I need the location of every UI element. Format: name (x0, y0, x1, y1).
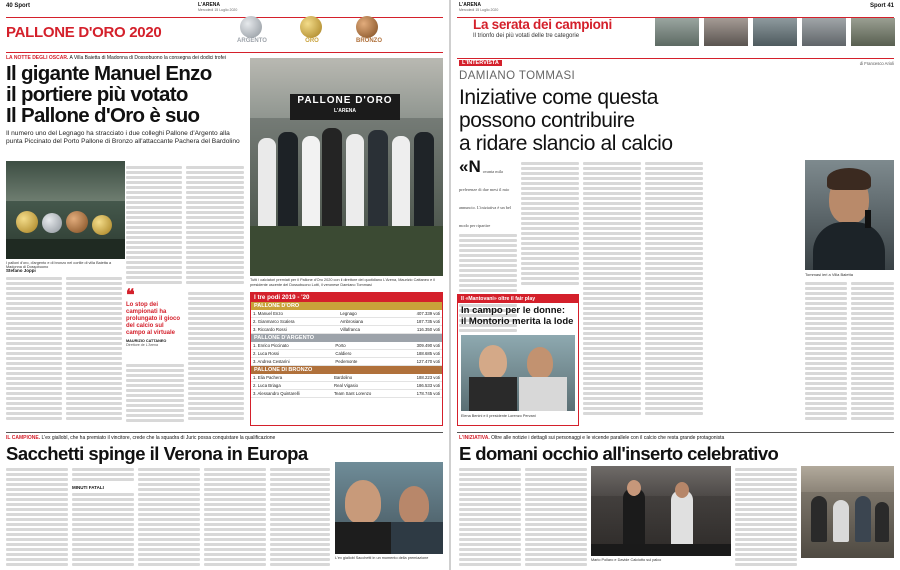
vote-count: 188.223 voti (398, 374, 442, 382)
table-row (251, 310, 442, 318)
person-figure (335, 522, 395, 554)
person-figure (258, 138, 276, 228)
person-hair (827, 168, 871, 190)
interviewee-name: DAMIANO TOMMASI (459, 70, 576, 82)
headline-line-3: Il Pallone d'Oro è suo (6, 104, 200, 127)
podium-gold (251, 302, 442, 334)
player-name: 3. Alessandro Quintarelli (251, 390, 332, 398)
vote-count: 127.470 voti (386, 358, 442, 366)
person-figure (414, 132, 434, 228)
headline-line-1: Iniziative come questa (459, 86, 658, 109)
headline-line-1: In campo per le donne: (461, 305, 565, 316)
person-face (345, 480, 381, 524)
table-row (251, 374, 442, 382)
article-column-6 (188, 290, 244, 426)
winner-thumbnail (753, 18, 797, 46)
kicker (6, 55, 226, 61)
gold-ball-icon (300, 16, 322, 38)
person-figure (813, 222, 885, 270)
bronze-ball-icon (356, 16, 378, 38)
section-title: PALLONE D'ORO 2020 (6, 24, 162, 41)
player-name: 2. Luca Rossi (251, 350, 333, 358)
bottom-column-1 (6, 466, 68, 566)
person-figure (519, 377, 567, 411)
podium-table (250, 292, 443, 426)
backdrop-banner (290, 94, 400, 120)
table-row (251, 318, 442, 326)
person-figure (322, 128, 342, 228)
bottom-column-3 (138, 466, 200, 566)
gold-ball-icon (16, 211, 38, 233)
backdrop-sub: L'ARENA (333, 108, 357, 114)
bottom-kicker-label: IL CAMPIONE. (6, 435, 41, 441)
person-face (527, 347, 553, 379)
vote-count: 187.735 voti (390, 318, 442, 326)
winner-thumbnail (655, 18, 699, 46)
sacchetti-photo-caption: L'ex giallobl Sacchetti in un momento della premiazione (335, 556, 429, 560)
person-face (399, 486, 429, 524)
balls-photo-caption: I palloni d'oro, d'argento e di bronzo nel cortile di villa Baietta a Madonna di Dossobuono (6, 261, 112, 269)
right-bottom-column-2 (525, 466, 587, 566)
person-figure (875, 502, 889, 542)
person-figure (811, 496, 827, 542)
interview-column-2 (521, 160, 579, 290)
person-figure (391, 522, 443, 554)
article-column-1 (6, 275, 62, 425)
right-paper-name: L'ARENA (459, 2, 482, 8)
person-figure (278, 132, 298, 228)
player-name: 2. Gianmarco Scalera (251, 318, 338, 326)
quote-author: MAURIZIO CATTANEO (126, 339, 167, 343)
gold-ball-icon (92, 215, 112, 235)
left-paper-name: L'ARENA (198, 2, 221, 8)
right-bottom-headline: E domani occhio all'inserto celebrativo (459, 443, 779, 464)
winner-thumbnail (851, 18, 895, 46)
vote-count: 116.350 voti (390, 326, 442, 334)
player-name: 1. Enrico Piccinato (251, 342, 333, 350)
right-bottom-column-1 (459, 466, 521, 566)
group-photo (250, 58, 443, 276)
interview-column-3 (583, 160, 641, 426)
left-folio: 40 Sport (6, 3, 31, 9)
podium-title: PALLONE D'ORO (251, 302, 442, 310)
interview-column-6 (851, 280, 894, 426)
interview-author: di Francesco Arioli (859, 61, 894, 66)
table-row (251, 382, 442, 390)
standfirst: Il numero uno del Legnago ha stracciato i due colleghi Pallone d'Argento alla punta Piccinato del Porto Pallone di Bronzo all'attaccante Pachera del Bardolino (6, 130, 240, 145)
podium-silver (251, 334, 442, 366)
vote-count: 309.490 voti (386, 342, 442, 350)
bottom-kicker-text: L'ex giallobl, che ha premiato il vincitore, crede che la squadra di Juric possa conquistare la qualificazione (41, 435, 276, 441)
silver-ball-icon (240, 16, 262, 38)
medal-label-bronze: BRONZO (356, 38, 382, 44)
person-face (627, 480, 641, 496)
quote-text: Lo stop dei campionati ha prolungato il gioco del calcio sul campo al virtuale (126, 302, 180, 336)
headline-line-2: il Montorio merita la lode (461, 315, 574, 327)
stage-photo-caption: Mario Pollaro e Davide Calciotto sul palco (591, 558, 662, 562)
balls-photo (6, 161, 125, 259)
team-name: Villafranca (338, 326, 389, 334)
interview-column-1 (459, 160, 517, 290)
person-figure (392, 136, 410, 228)
team-name: Legnago (338, 310, 389, 318)
team-name: Porto (333, 342, 386, 350)
right-bottom-kicker-text: Oltre alle notizie i dettagli sui personaggi e le vicende parallele con il calcio che resta grande protagonista (491, 435, 725, 441)
person-figure (469, 377, 517, 411)
headline-line-2: possono contribuire (459, 109, 635, 132)
person-figure (623, 488, 645, 548)
vote-count: 188.685 voti (386, 350, 442, 358)
quote-mark-icon: ❝ (126, 287, 135, 304)
main-headline (6, 63, 246, 126)
right-bottom-column-3 (735, 466, 797, 566)
medal-label-gold: ORO (305, 38, 319, 44)
article-column-4 (186, 164, 244, 284)
table-row (251, 342, 442, 350)
pull-quote (126, 287, 184, 358)
interview-headline (459, 86, 799, 155)
montorio-headline (458, 303, 578, 327)
group-photo-caption: Tutti i calciatori premiati per il Pallone d'Oro 2020 con il direttore del quotidiano L'Arena, Maurizio Cattaneo e il presidente uscente del Dossobuono Lotti, il veronese Damiano Tommasi (250, 278, 435, 287)
tommasi-photo-caption: Tommasi ieri a Villa Baietta (805, 272, 853, 277)
interview-column-5 (805, 280, 847, 426)
backdrop-text: PALLONE D'ORO (297, 95, 393, 106)
podium-rows (251, 310, 442, 334)
person-face (479, 345, 507, 379)
right-page (451, 0, 900, 570)
room-photo (801, 466, 894, 558)
tommasi-photo (805, 160, 894, 270)
dropcap: «N (459, 160, 481, 176)
winner-thumbnail (802, 18, 846, 46)
person-figure (368, 130, 388, 228)
interview-intro: ovanta mila preferenze di due mesi il mio annuncio. L'iniziativa è un bel modo per ripartire (459, 169, 511, 228)
bottom-column-2 (72, 466, 134, 566)
vote-count: 186.533 voti (398, 382, 442, 390)
headline-line-2: il portiere più votato (6, 83, 188, 106)
table-row (251, 350, 442, 358)
person-figure (671, 490, 693, 548)
player-name: 3. Andrea Cestarini (251, 358, 333, 366)
left-paper-date: Mercoledì 15 Luglio 2020 (198, 8, 238, 12)
right-folio: Sport 41 (869, 3, 894, 9)
person-figure (855, 496, 871, 542)
team-name: Caldiero (333, 350, 386, 358)
podium-title: PALLONE D'ARGENTO (251, 334, 442, 342)
player-name: 3. Riccardo Rossi (251, 326, 338, 334)
person-figure (833, 500, 849, 542)
bronze-ball-icon (66, 211, 88, 233)
player-name: 1. Manuel Enzo (251, 310, 338, 318)
kicker-label: LA NOTTE DEGLI OSCAR. (6, 55, 69, 61)
montorio-photo (461, 335, 575, 411)
person-face (675, 482, 689, 498)
team-name: Pedemonte (333, 358, 386, 366)
medal-group (232, 16, 392, 48)
right-bottom-kicker (459, 435, 724, 441)
quote-role: Direttore de L'Arena (126, 343, 159, 347)
vote-count: 178.745 voti (398, 390, 442, 398)
left-page (0, 0, 449, 570)
bottom-headline: Sacchetti spinge il Verona in Europa (6, 443, 308, 464)
interview-column-4 (645, 160, 703, 426)
table-row (251, 358, 442, 366)
team-name: Bardolino (332, 374, 398, 382)
article-column-2 (66, 275, 122, 425)
podium-table-title: I tre podi 2019 - '20 (251, 293, 442, 302)
person-figure (302, 136, 320, 228)
podium-bronze (251, 366, 442, 398)
bottom-column-5 (270, 466, 330, 566)
article-column-5 (126, 362, 184, 426)
montorio-photo-caption: Elena Benini e il presidente Lorenzo Pervani (461, 414, 536, 418)
table-row (251, 390, 442, 398)
table-row (251, 326, 442, 334)
montorio-label: Il «Mantovani» oltre il fair play (458, 295, 578, 303)
right-paper-date: Mercoledì 15 Luglio 2020 (459, 8, 499, 12)
spread-title: La serata dei campioni (473, 17, 612, 32)
winners-strip (655, 18, 895, 46)
article-column-3 (126, 164, 182, 284)
team-name: Team Sant Lorenzo (332, 390, 398, 398)
byline: Stefano Joppi (6, 268, 36, 273)
vote-count: 407.339 voti (390, 310, 442, 318)
winner-thumbnail (704, 18, 748, 46)
montorio-box (457, 294, 579, 426)
sacchetti-photo (335, 462, 443, 554)
medal-label-silver: ARGENTO (237, 38, 267, 44)
player-name: 2. Luca Briaga (251, 382, 332, 390)
headline-line-3: a ridare slancio al calcio (459, 132, 673, 155)
stage-photo (591, 466, 731, 556)
kicker-text: A Villa Baietta di Madonna di Dossobuono la consegna dei dodici trofei (69, 55, 226, 61)
podium-title: PALLONE DI BRONZO (251, 366, 442, 374)
podium-rows (251, 374, 442, 398)
microphone-icon (865, 210, 871, 228)
podium-rows (251, 342, 442, 366)
person-figure (346, 134, 364, 228)
silver-ball-icon (42, 213, 62, 233)
spread-subtitle: Il trionfo dei più votati delle tre categorie (473, 33, 580, 39)
team-name: Ambrosiana (338, 318, 389, 326)
interview-label: L'INTERVISTA (459, 60, 502, 66)
right-bottom-kicker-label: L'INIZIATIVA. (459, 435, 490, 441)
bottom-subhead: MINUTI FATALI (72, 485, 104, 490)
player-name: 1. Elia Pachera (251, 374, 332, 382)
team-name: Real Vigasio (332, 382, 398, 390)
headline-line-1: Il gigante Manuel Enzo (6, 62, 212, 85)
bottom-kicker (6, 435, 275, 441)
bottom-column-4 (204, 466, 266, 566)
